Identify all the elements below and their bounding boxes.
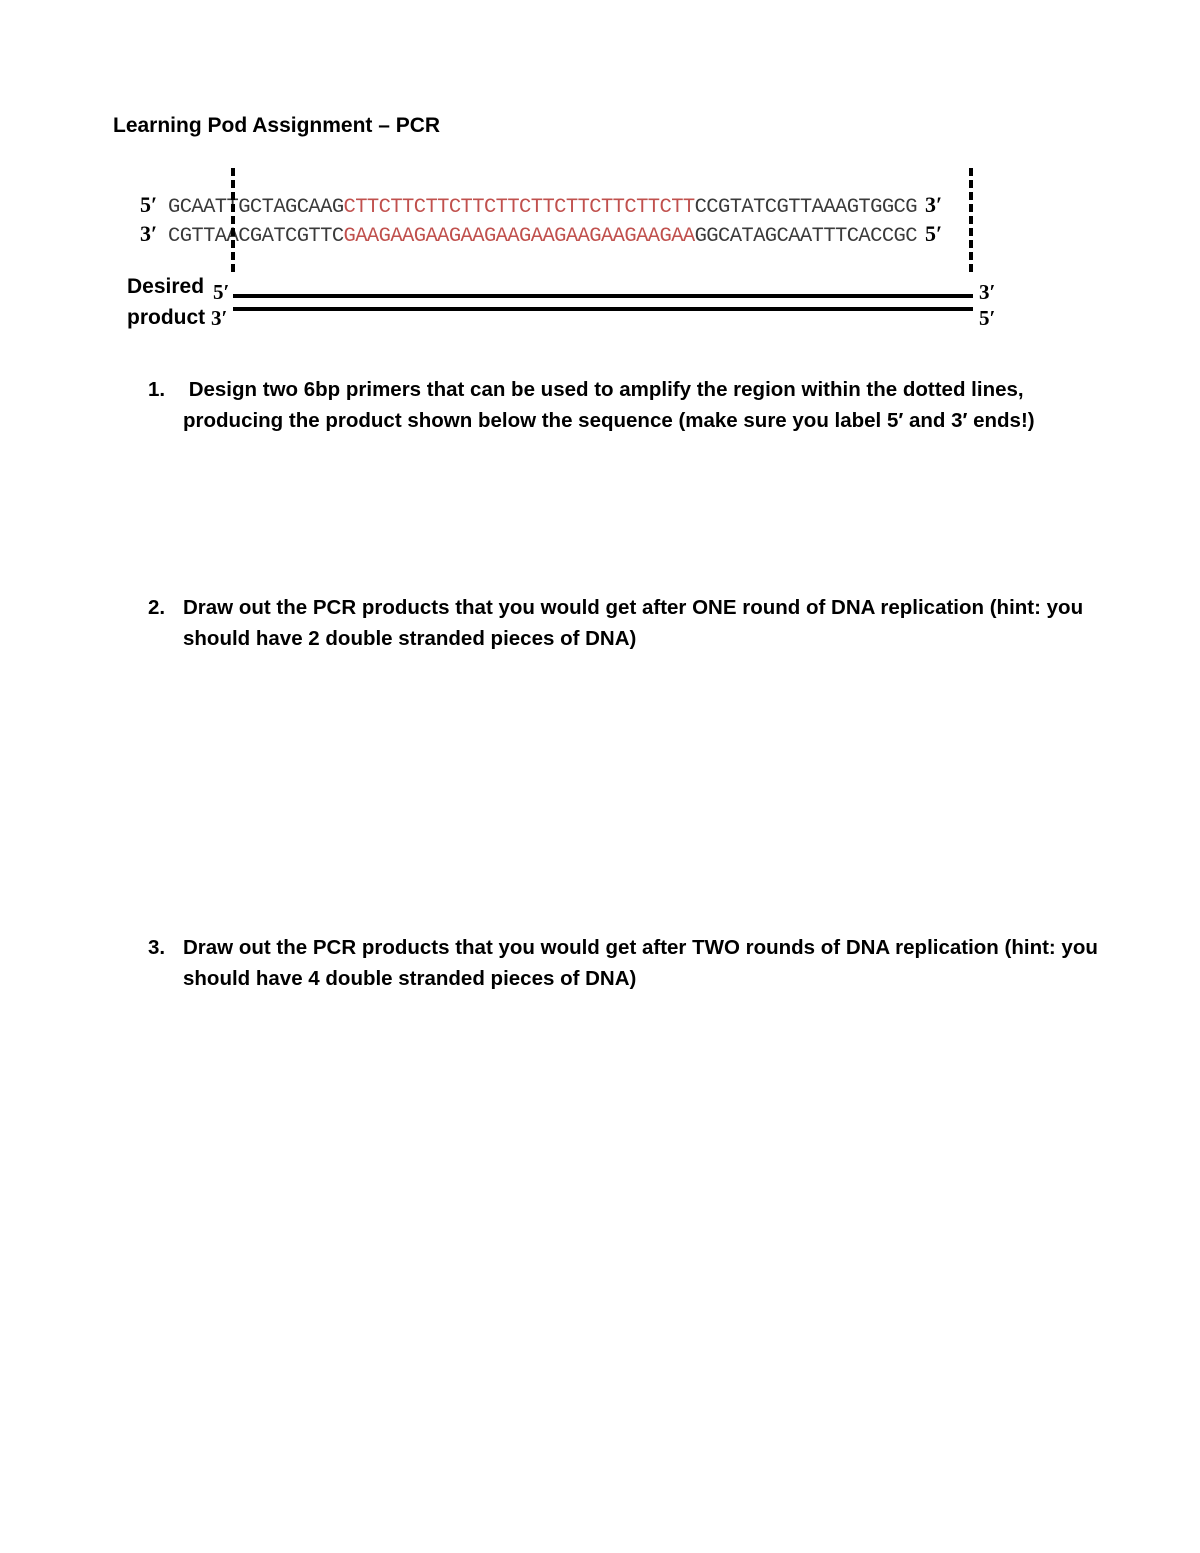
question-2-number: 2. [148,596,166,619]
page-title: Learning Pod Assignment – PCR [113,114,441,137]
top-strand-right-end: 3′ [924,192,943,217]
question-1-line1: Design two 6bp primers that can be used to amplify the region within the dotted lines, [183,378,1024,401]
top-strand-left-end: 5′ [140,192,158,217]
question-1-line2: producing the product shown below the sequence (make sure you label 5′ and 3′ ends!) [183,409,1035,432]
bottom-strand-right-end: 5′ [924,221,943,246]
product-top-left-end: 5′ [213,280,230,304]
bottom-strand-row [140,219,942,249]
bottom-strand-flank-left: CGTTAACGATCGTTC [168,225,344,248]
product-bottom-right-end: 5′ [979,306,996,330]
product-top-strand-line [233,294,973,298]
desired-product-label-line1: Desired [127,275,205,298]
top-strand-row [140,190,942,220]
right-boundary-dashed-line [969,168,973,272]
question-3-number: 3. [148,936,166,959]
bottom-strand-left-end: 3′ [140,221,158,246]
product-bottom-left-end: 3′ [211,306,228,330]
question-2 [148,592,1108,654]
bottom-strand-repeat: GAAGAAGAAGAAGAAGAAGAAGAAGAAGAA [343,225,695,248]
product-top-right-end: 3′ [979,280,996,304]
question-1-number: 1. [148,378,166,401]
top-strand-repeat: CTTCTTCTTCTTCTTCTTCTTCTTCTTCTT [343,196,695,219]
question-2-line1: Draw out the PCR products that you would get after ONE round of DNA replication (hint: you [183,596,1084,619]
bottom-strand-flank-right: GGCATAGCAATTTCACCGC [694,225,917,248]
top-strand-flank-left: GCAATTGCTAGCAAG [168,196,344,219]
question-1 [148,374,1108,436]
desired-product-label-line2: product [127,306,206,329]
product-bottom-strand-line [233,307,973,311]
question-3-line1: Draw out the PCR products that you would get after TWO rounds of DNA replication (hint: you [183,936,1098,959]
left-boundary-dashed-line [231,168,235,272]
question-2-line2: should have 2 double stranded pieces of DNA) [183,627,637,650]
question-3 [148,932,1108,994]
top-strand-sequence [168,196,917,219]
top-strand-flank-right: CCGTATCGTTAAAGTGGCG [694,196,917,219]
bottom-strand-sequence [168,225,917,248]
question-3-line2: should have 4 double stranded pieces of DNA) [183,967,637,990]
